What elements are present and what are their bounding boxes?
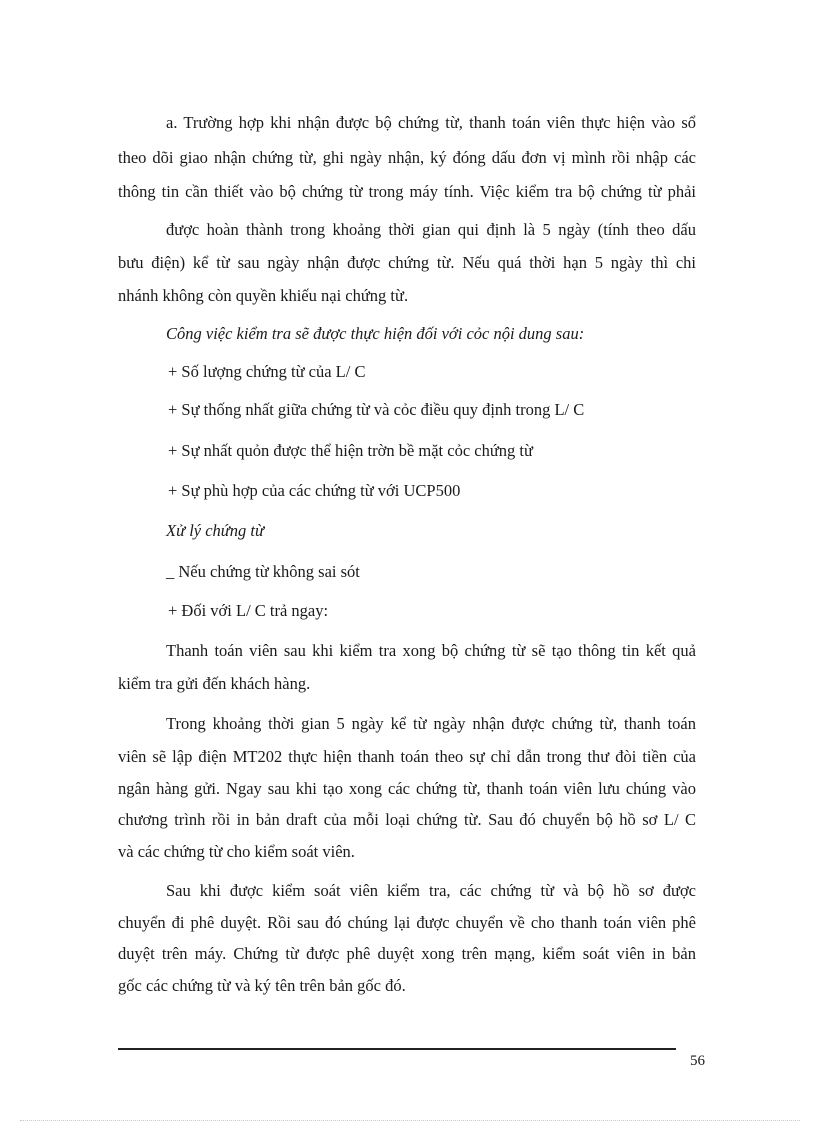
page-edge-dots [20, 1120, 800, 1121]
text-line: viên sẽ lập điện MT202 thực hiện thanh toán theo sự chỉ dẫn trong thư đòi tiền của [118, 747, 696, 766]
text-line: nhánh không còn quyền khiếu nại chứng từ. [118, 286, 409, 305]
footer-rule [118, 1048, 676, 1050]
text-line: bưu điện) kể từ sau ngày nhận được chứng từ. Nếu quá thời hạn 5 ngày thì chi [118, 253, 696, 272]
section-heading: Xử lý chứng từ [166, 521, 265, 540]
page-number: 56 [690, 1053, 705, 1069]
text-line: duyệt trên máy. Chứng từ được phê duyệt xong trên mạng, kiểm soát viên in bản [118, 944, 696, 963]
text-line: chuyển đi phê duyệt. Rồi sau đó chúng lại được chuyển về cho thanh toán viên phê [118, 913, 696, 932]
text-line: gốc các chứng từ và ký tên trên bản gốc đó. [118, 976, 406, 995]
text-line: theo dõi giao nhận chứng từ, ghi ngày nhận, ký đóng dấu đơn vị mình rồi nhập các [118, 148, 696, 167]
text-line: thông tin cần thiết vào bộ chứng từ trong máy tính. Việc kiểm tra bộ chứng từ phải [118, 182, 696, 201]
list-item: + Số lượng chứng từ của L/ C [168, 362, 366, 381]
text-line: ngân hàng gửi. Ngay sau khi tạo xong các chứng từ, thanh toán viên lưu chúng vào [118, 779, 696, 798]
list-item: + Đối với L/ C trả ngay: [168, 601, 329, 620]
list-item: + Sự nhất quỏn được thể hiện trờn bề mặt cỏc chứng từ [168, 441, 533, 460]
text-line: Thanh toán viên sau khi kiểm tra xong bộ chứng từ sẽ tạo thông tin kết quả [166, 641, 696, 660]
text-line: chương trình rồi in bản draft của mỗi loại chứng từ. Sau đó chuyển bộ hồ sơ L/ C [118, 810, 696, 829]
text-line: Sau khi được kiểm soát viên kiểm tra, các chứng từ và bộ hồ sơ được [166, 881, 696, 900]
text-line: và các chứng từ cho kiểm soát viên. [118, 842, 355, 861]
text-line: được hoàn thành trong khoảng thời gian qui định là 5 ngày (tính theo dấu [166, 220, 696, 239]
list-item: _ Nếu chứng từ không sai sót [166, 562, 360, 581]
text-line: kiểm tra gửi đến khách hàng. [118, 674, 311, 693]
list-item: + Sự phù hợp của các chứng từ với UCP500 [168, 481, 461, 500]
list-item: + Sự thống nhất giữa chứng từ và cỏc điều quy định trong L/ C [168, 400, 585, 419]
text-line: a. Trường hợp khi nhận được bộ chứng từ, thanh toán viên thực hiện vào sổ [166, 113, 696, 132]
section-heading: Công việc kiểm tra sẽ được thực hiện đối với cỏc nội dung sau: [166, 324, 585, 343]
text-line: Trong khoảng thời gian 5 ngày kể từ ngày nhận được chứng từ, thanh toán [166, 714, 696, 733]
